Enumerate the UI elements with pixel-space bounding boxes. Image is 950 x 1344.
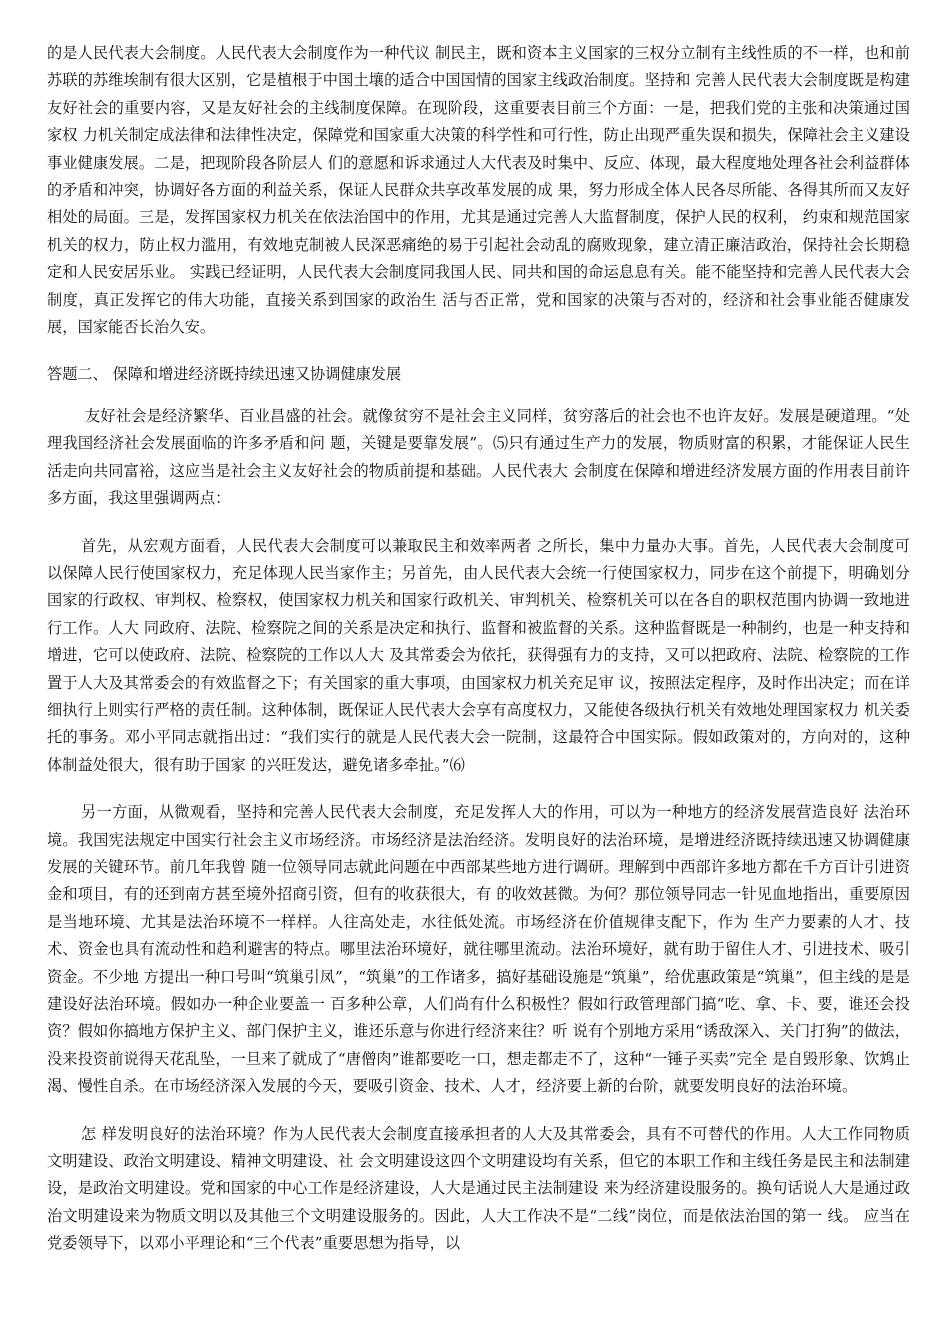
paragraph-macro: 首先，从宏观方面看，人民代表大会制度可以兼取民主和效率两者 之所长，集中力量办大事。首先，人民代表大会制度可以保障人民行使国家权力，充足体现人民当家作主；另首先，由人民代表大会统一行使国家权力，同步在这个前提下，明确划分国家的行政权、审判权、检察权，使国家权力机关和国家行政机关、审判机关、检察机关可以在各自的职权范围内协调一致地进行工作。人大 同政府、法院、检察院之间的关系是决定和执行、监督和被监督的关系。这种监督既是一种制约，也是一种支持和增进，它可以使政府、法院、检察院的工作以人大 及其常委会为依托，获得强有力的支持，又可以把政府、法院、检察院的工作置于人大及其常委会的有效监督之下；有关国家的重大事项，由国家权力机关充足审 议，按照法定程序，及时作出决定；而在详细执行上则实行严格的责任制。这种体制，既保证人民代表大会享有高度权力，又能使各级执行机关有效地处理国家权力 机关委托的事务。邓小平同志就指出过：“我们实行的就是人民代表大会一院制，这最符合中国实际。假如政策对的，方向对的，这种体制益处很大，很有助于国家 的兴旺发达，避免诸多牵扯。”⑹ [47, 536, 910, 774]
section-heading: 答题二、 保障和增进经济既持续迅速又协调健康发展 [47, 365, 402, 384]
paragraph-intro: 的是人民代表大会制度。人民代表大会制度作为一种代议 制民主，既和资本主义国家的三权分立制有主线性质的不一样，也和前苏联的苏维埃制有很大区别，它是植根于中国土壤的适合中国国情的国家主线政治制度。坚持和 完善人民代表大会制度既是构建友好社会的重要内容，又是友好社会的主线制度保障。在现阶段，这重要表目前三个方面：一是，把我们党的主张和决策通过国家权 力机关制定成法律和法律性决定，保障党和国家重大决策的科学性和可行性，防止出现严重失误和损失，保障社会主义建设事业健康发展。二是，把现阶段各阶层人 们的意愿和诉求通过人大代表及时集中、反应、体现，最大程度地处理各社会利益群体的矛盾和冲突，协调好各方面的利益关系，保证人民群众共享改革发展的成 果，努力形成全体人民各尽所能、各得其所而又友好相处的局面。三是，发挥国家权力机关在依法治国中的作用，尤其是通过完善人大监督制度，保护人民的权利， 约束和规范国家机关的权力，防止权力滥用，有效地克制被人民深恶痛绝的易于引起社会动乱的腐败现象，建立清正廉洁政治，保持社会长期稳定和人民安居乐业。 实践已经证明，人民代表大会制度同我国人民、同共和国的命运息息有关。能不能坚持和完善人民代表大会制度，真正发挥它的伟大功能，直接关系到国家的政治生 活与否正常，党和国家的决策与否对的，经济和社会事业能否健康发展，国家能否长治久安。 [47, 44, 910, 337]
paragraph-legal-environment: 怎 样发明良好的法治环境？作为人民代表大会制度直接承担者的人大及其常委会，具有不可替代的作用。人大工作同物质文明建设、政治文明建设、精神文明建设、社 会文明建设这四个文明建设均有关系，但它的本职工作和主线任务是民主和法制建设，是政治文明建设。党和国家的中心工作是经济建设，人大是通过民主法制建设 来为经济建设服务的。换句话说人大是通过政治文明建设来为物质文明以及其他三个文明建设服务的。因此，人大工作决不是“二线”岗位，而是依法治国的第一 线。 应当在党委领导下，以邓小平理论和“三个代表”重要思想为指导，以 [47, 1124, 910, 1253]
paragraph-development: 友好社会是经济繁华、百业昌盛的社会。就像贫穷不是社会主义同样，贫穷落后的社会也不也许友好。发展是硬道理。“处理我国经济社会发展面临的许多矛盾和问 题，关键是要靠发展”。⑸只有通过生产力的发展，物质财富的积累，才能保证人民生活走向共同富裕，这应当是社会主义友好社会的物质前提和基础。人民代表大 会制度在保障和增进经济发展方面的作用表目前许多方面，我这里强调两点： [47, 406, 910, 508]
paragraph-micro: 另一方面，从微观看，坚持和完善人民代表大会制度，充足发挥人大的作用，可以为一种地方的经济发展营造良好 法治环境。我国宪法规定中国实行社会主义市场经济。市场经济是法治经济。发明良好的法治环境，是增进经济既持续迅速又协调健康发展的关键环节。前几年我曾 随一位领导同志就此问题在中西部某些地方进行调研。理解到中西部许多地方都在千方百计引进资金和项目，有的还到南方甚至境外招商引资，但有的收获很大，有 的收效甚微。为何？那位领导同志一针见血地指出，重要原因是当地环境、尤其是法治环境不一样样。人往高处走，水往低处流。市场经济在价值规律支配下，作为 生产力要素的人才、技术、资金也具有流动性和趋利避害的特点。哪里法治环境好，就往哪里流动。法治环境好，就有助于留住人才、引进技术、吸引资金。不少地 方提出一种口号叫“筑巢引凤”，“筑巢”的工作诸多，搞好基础设施是“筑巢”，给优惠政策是“筑巢”，但主线的是是建设好法治环境。假如办一种企业要盖一 百多种公章，人们尚有什么积极性？假如行政管理部门搞“吃、拿、卡、要，谁还会投资？假如你搞地方保护主义、部门保护主义，谁还乐意与你进行经济来往？听 说有个别地方采用“诱敌深入、关门打狗”的做法，没来投资前说得天花乱坠，一旦来了就成了“唐僧肉”谁都要吃一口，想走都走不了，这种“一锤子买卖”完全 是自毁形象、饮鸩止渴、慢性自杀。在市场经济深入发展的今天，要吸引资金、技术、人才，经济要上新的台阶，就要发明良好的法治环境。 [47, 803, 910, 1096]
